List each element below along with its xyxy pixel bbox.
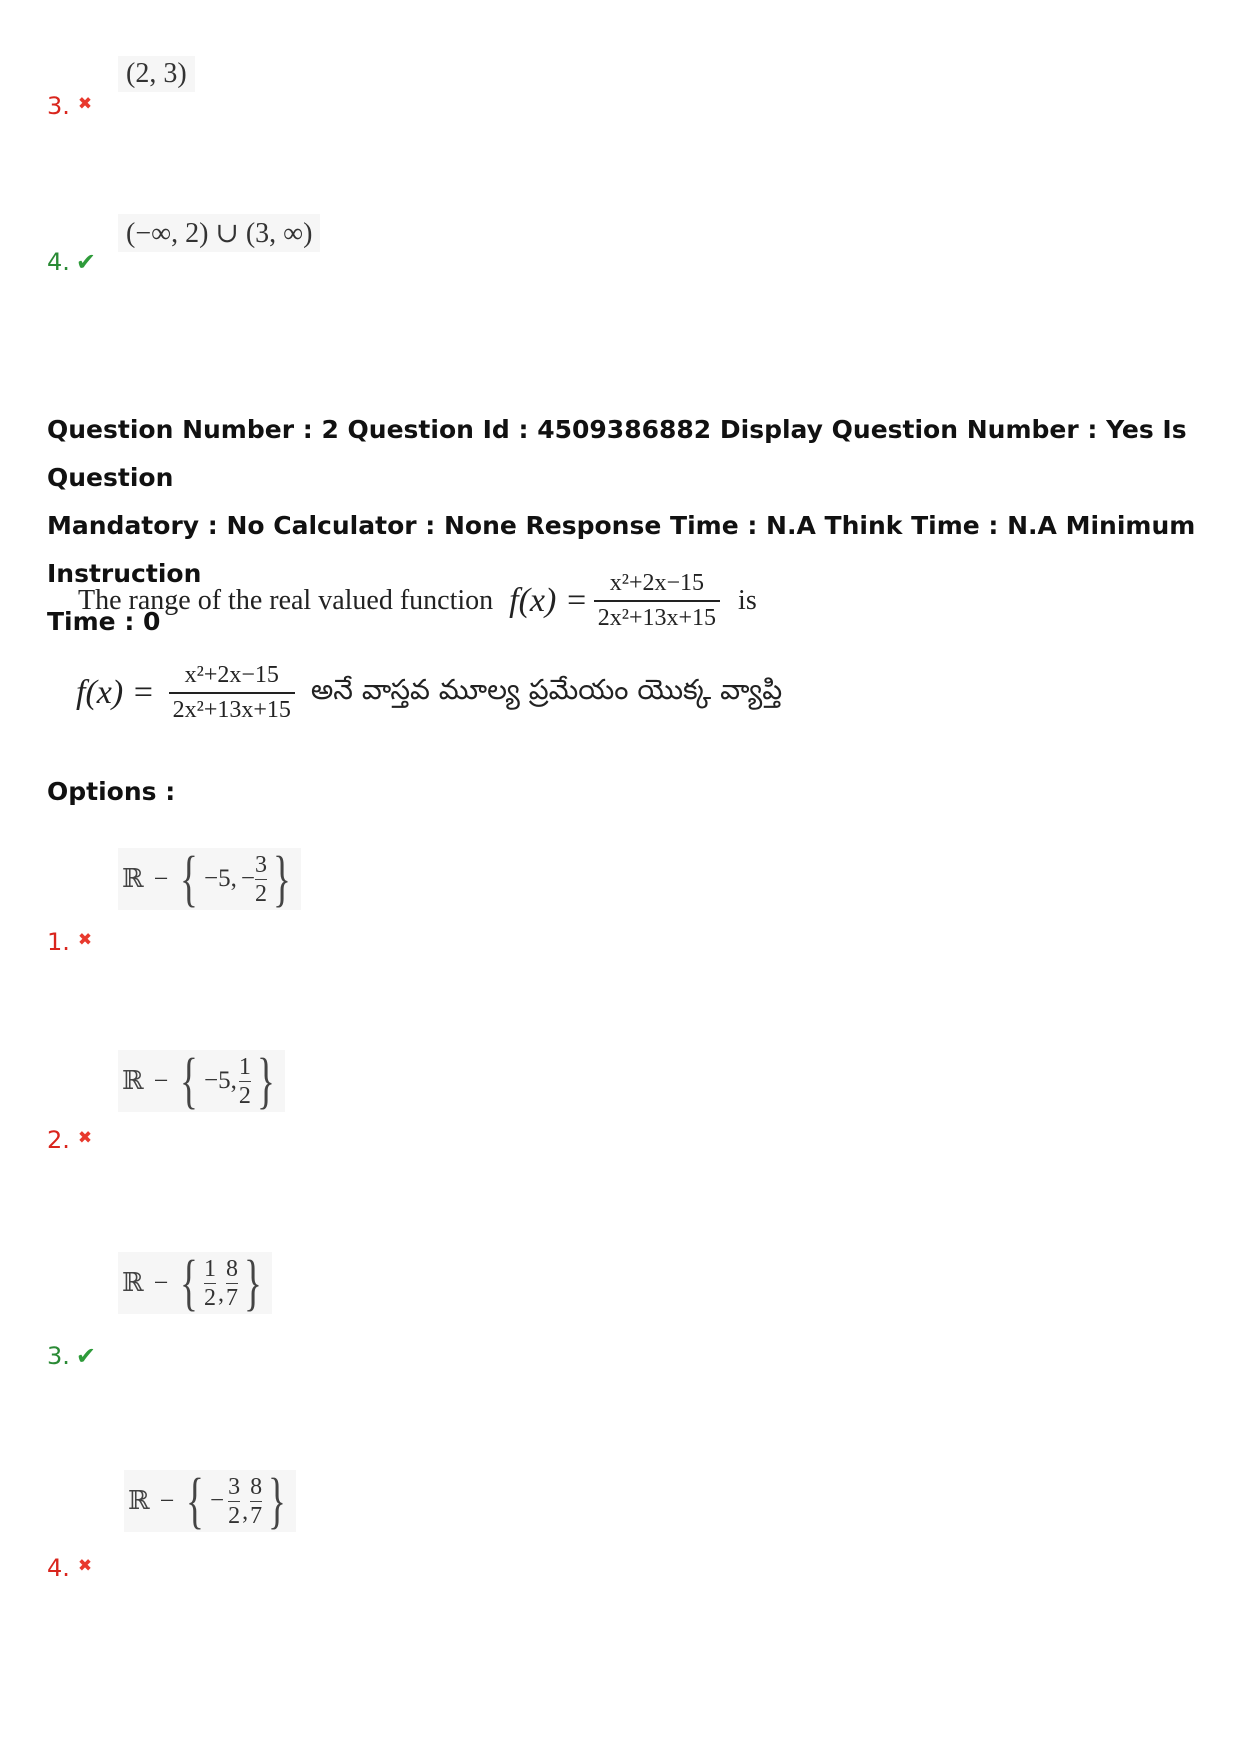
prev-option-4-number: 4. [47, 248, 70, 276]
option-1-value [118, 845, 301, 913]
real-numbers-symbol: ℝ [122, 1066, 144, 1096]
function-denominator: 2x²+13x+15 [594, 600, 720, 632]
question-text-telugu [76, 662, 782, 724]
prev-option-3 [47, 92, 92, 120]
cross-icon: ✖ [77, 94, 93, 114]
real-numbers-symbol: ℝ [122, 864, 144, 894]
set-element-fraction-1 [228, 1473, 240, 1530]
option-4-number: 4. [47, 1554, 70, 1582]
fraction-denominator: 7 [226, 1284, 239, 1311]
set-minus: − [159, 1486, 175, 1515]
cross-icon: ✖ [77, 1556, 93, 1576]
set-minus: − [153, 1268, 169, 1297]
fraction-numerator: 1 [238, 1053, 251, 1080]
set-element-fraction-1 [204, 1255, 216, 1312]
left-brace-icon: { [186, 1467, 205, 1535]
question-meta-line-3: Time : 0 [47, 607, 161, 636]
set-minus: − [153, 1066, 169, 1095]
option-3[interactable] [47, 1342, 96, 1370]
right-brace-icon: } [244, 1249, 262, 1317]
check-icon: ✔ [75, 1342, 97, 1370]
option-4[interactable] [47, 1554, 92, 1582]
option-1-number: 1. [47, 928, 70, 956]
right-brace-icon: } [268, 1467, 286, 1535]
function-fraction [594, 570, 720, 632]
function-label-telugu: f(x) = [76, 674, 155, 711]
fraction-numerator: 8 [226, 1255, 239, 1282]
left-brace-icon: { [180, 1249, 199, 1317]
frac-sign: − [240, 865, 256, 892]
prev-option-3-number: 3. [47, 92, 70, 120]
real-numbers-symbol: ℝ [122, 1268, 144, 1298]
cross-icon: ✖ [77, 930, 93, 950]
set-element-fraction [255, 851, 267, 908]
right-brace-icon: } [272, 845, 291, 913]
question-english-prefix: The range of the real valued function [78, 585, 494, 616]
option-3-number: 3. [47, 1342, 70, 1370]
question-telugu-suffix: అనే వాస్తవ మూల్య ప్రమేయం యొక్క వ్యాప్తి [310, 673, 783, 706]
fraction-denominator: 2 [228, 1502, 241, 1529]
set-element-fraction-2 [226, 1255, 238, 1312]
option-4-value [124, 1467, 296, 1535]
set-element-1: −5, [204, 865, 237, 892]
fraction-numerator: 3 [228, 1473, 241, 1500]
prev-option-3-value: (2, 3) [118, 56, 195, 92]
options-label: Options : [47, 777, 176, 806]
left-brace-icon: { [180, 1047, 199, 1115]
real-numbers-symbol: ℝ [128, 1486, 150, 1516]
fraction-denominator: 2 [238, 1082, 251, 1109]
set-element-1: −5, [204, 1067, 237, 1094]
function-label: f(x) = [509, 582, 588, 619]
function-numerator-telugu: x²+2x−15 [184, 662, 279, 688]
question-meta-line-2: Mandatory : No Calculator : None Response Time : N.A Think Time : N.A Minimum Instruction [47, 511, 1196, 588]
function-fraction-telugu [169, 662, 295, 724]
option-2-number: 2. [47, 1126, 70, 1154]
fraction-denominator: 7 [250, 1502, 263, 1529]
right-brace-icon: } [256, 1047, 275, 1115]
comma: , [218, 1281, 225, 1307]
question-text-english [78, 570, 757, 632]
left-brace-icon: { [180, 845, 199, 913]
cross-icon: ✖ [77, 1128, 93, 1148]
option-1[interactable] [47, 928, 92, 956]
prev-option-4 [47, 248, 96, 276]
fraction-denominator: 2 [255, 880, 268, 907]
comma: , [242, 1499, 249, 1525]
check-icon: ✔ [75, 248, 97, 276]
set-element-fraction-2 [250, 1473, 262, 1530]
set-element-fraction [239, 1053, 251, 1110]
option-2[interactable] [47, 1126, 92, 1154]
fraction-numerator: 1 [204, 1255, 217, 1282]
fraction-numerator: 8 [250, 1473, 263, 1500]
prev-option-4-value: (−∞, 2) ∪ (3, ∞) [118, 214, 320, 252]
question-english-suffix: is [738, 585, 757, 616]
fraction-denominator: 2 [204, 1284, 217, 1311]
question-meta-line-1: Question Number : 2 Question Id : 4509386882 Display Question Number : Yes Is Question [47, 415, 1187, 492]
set-minus: − [153, 864, 169, 893]
function-denominator-telugu: 2x²+13x+15 [169, 692, 295, 724]
fraction-numerator: 3 [255, 851, 268, 878]
frac-sign: − [210, 1487, 225, 1514]
option-2-value [118, 1047, 285, 1115]
function-numerator: x²+2x−15 [609, 570, 705, 596]
option-3-value [118, 1249, 272, 1317]
